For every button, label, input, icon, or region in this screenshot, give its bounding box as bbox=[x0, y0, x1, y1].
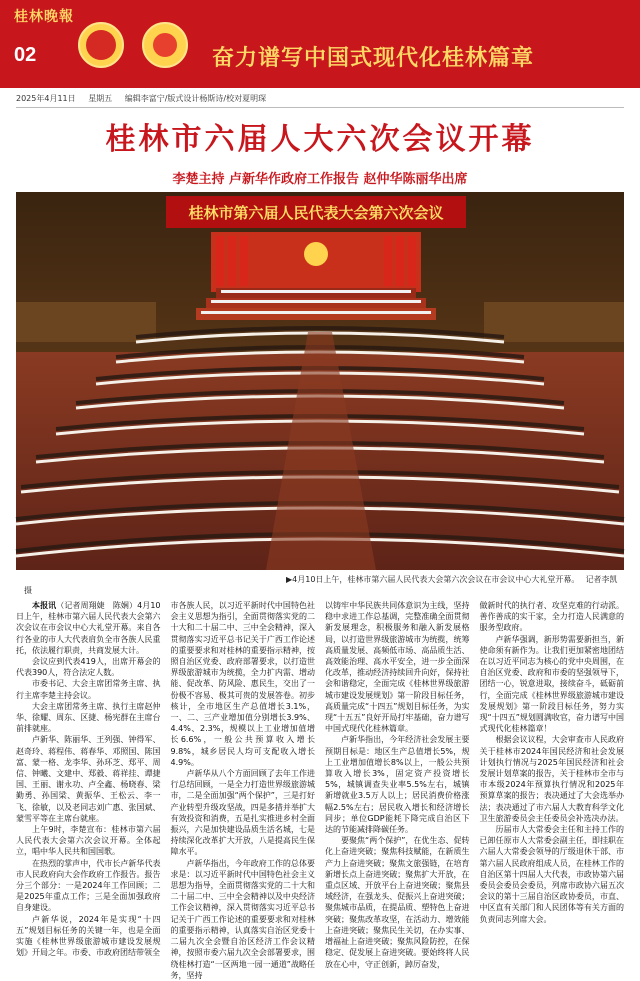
conference-hall-photo bbox=[16, 192, 624, 570]
caption-text: 4月10日上午，桂林市第六届人民代表大会第六次会议在市会议中心大礼堂开幕。 bbox=[292, 575, 580, 584]
lead-tag: 本报讯 bbox=[32, 601, 57, 610]
article-paragraph: 历届市人大常委会主任和主持工作的已卸任原市人大常委会副主任，即挂职在六届人大常委会领导的厅级退休干部、市第六届人民政府组成人员，在桂林工作的自治区第十四届人大代表，市政协第六届委员会委员会委员，列席市政协六届五次会议的第十三届自治区政协委员，市直、中区直有关部门和人民团体等有关方面的负责同志列席大会。 bbox=[479, 825, 624, 924]
article-paragraph: 卢新华、陈丽华、王列强、钟得军、赵奇玲、蒋程伟、蒋春华、邓照国、陈国富、蒙一格、龙李华、孙环芝、郑平、周信、钟曦、文建中、郑毅、蒋祥挂、谭捷国、王丽、谢永功、卢全鑫、杨晓春、梁勤勇、孙国梁、黄振华、王松云、李一飞、徐敏，以及老同志刘广惠、张国斌、蒙雪平等在主席台就座。 bbox=[16, 735, 161, 823]
masthead-slogan: 奋力谱写中国式现代化桂林篇章 bbox=[212, 46, 535, 71]
caption-marker-icon: ▶ bbox=[286, 575, 293, 584]
article-column bbox=[325, 600, 470, 969]
article-paragraph: 市各族人民，以习近平新时代中国特色社会主义思想为指引，全面贯彻落实党的二十大和二十届二中、三中全会精神，深入贯彻落实习近平总书记关于广西工作论述的重要要求和对桂林的重要指示精神，按照自治区党委、政府部署要求，以打造世界级旅游城市为统揽，全力扩内需、增动能、促改革、防风险、惠民生，交出了一份极不容易、极其可贵的发展答卷。初步核计，全市地区生产总值增长3.1%，一、二、三产业增加值分别增长3.9%、4.4%、2.3%，规模以上工业增加值增长6.6%，一般公共预算收入增长9.8%，城乡居民人均可支配收入增长4.9%。 bbox=[170, 601, 315, 767]
caption-reporter: 记者李凯 bbox=[585, 575, 618, 584]
stage-emblem-icon bbox=[304, 242, 328, 266]
article-column bbox=[480, 600, 625, 922]
article-paragraph: 卢新华说，2024年是实现“十四五”规划目标任务的关键一年，也是全面实施《桂林世界级旅游城市建设发展规划》开局之年。市委、市政府团结带领全 bbox=[16, 914, 161, 958]
photo-caption bbox=[16, 574, 624, 595]
article-column bbox=[170, 600, 316, 980]
article-paragraph: 卢新华从八个方面回顾了去年工作进行总结回顾，一是全力打造世界级旅游城市，二是全面加强“两个保护”，三是打好产业转型升级攻坚战，四是多措并举扩大有效投资和消费，五是扎实推进乡村全面振兴，六是加快建设品质生活名城，七是持续深化改革扩大开放，八是提高民生保障水平。 bbox=[170, 769, 315, 857]
article-paragraph: 市委书记、大会主席团常务主席、执行主席李楚主持会议。 bbox=[16, 679, 161, 700]
issue-date: 2025年4月11日 bbox=[16, 94, 76, 103]
article-paragraph: 卢新华指出，今年政府工作的总体要求是：以习近平新时代中国特色社会主义思想为指导，全面贯彻落实党的二十大和二十届二中、三中全会精神以及中央经济工作会议精神，深入贯彻落实习近平总书记关于广西工作论述的重要要求和对桂林的重要指示精神，认真落实自治区党委十二届九次全会暨自治区经济工作会议精神，按照市委六届九次全会部署要求，围绕桂林打造“一区两地一园一通道”战略任务，坚持 bbox=[170, 858, 315, 980]
issue-weekday: 星期五 bbox=[88, 94, 113, 103]
article-paragraph: 卢新华指出，今年经济社会发展主要预期目标是：地区生产总值增长5%，规上工业增加值增长8%以上，一般公共预算收入增长3%，固定资产投资增长5%，城镇调查失业率5.5%左右，城镇新增就业3.5万人以上；居民消费价格涨幅2.5%左右；居民收入增长和经济增长同步；单位GDP能耗下降完成自治区下达的节能减排降碳任务。 bbox=[325, 735, 470, 835]
editor-credits: 编辑李富宁/版式设计杨斯诗/校对夏明琛 bbox=[124, 94, 267, 103]
dateline bbox=[16, 93, 624, 108]
article-body bbox=[16, 600, 624, 980]
newspaper-logo: 桂林晚報 bbox=[14, 9, 74, 25]
article-column bbox=[16, 600, 161, 958]
hall-banner: 桂林市第六届人民代表大会第六次会议 bbox=[188, 204, 444, 222]
article-paragraph: 大会主席团常务主席、执行主席赵仲华、徐耀、周东、区捷、杨宪群在主席台前排就座。 bbox=[16, 701, 161, 734]
subheadline: 李楚主持 卢新华作政府工作报告 赵仲华陈丽华出席 bbox=[172, 172, 468, 187]
article-paragraph: 根据会议议程，大会审查市人民政府关于桂林市2024年国民经济和社会发展计划执行情况与2025年国民经济和社会发展计划草案的报告，关于桂林市全市与市本级2024年预算执行情况和2025年预算草案的报告；表决通过了大会选举办法；表决通过了市六届人大教育科学文化卫生旅游委员会主任委员会补选决办法。 bbox=[479, 735, 624, 823]
article-paragraph: 上午9时，李楚宣布：桂林市第六届人民代表大会第六次会议开幕。全体起立，唱中华人民共和国国歌。 bbox=[16, 825, 161, 857]
headline: 桂林市六届人大六次会议开幕 bbox=[105, 122, 535, 157]
hall-illustration bbox=[16, 192, 624, 570]
caption-credit: 摄 bbox=[24, 586, 32, 595]
article-paragraph: 做新时代的执行者、攻坚克难的行动派。善作善成的实干家，全力打造人民满意的服务型政府。 bbox=[479, 601, 624, 633]
article-paragraph: 会议应到代表419人，出席开幕会的代表390人，符合法定人数。 bbox=[16, 657, 161, 678]
masthead bbox=[0, 0, 640, 88]
national-emblem-icon bbox=[78, 22, 124, 68]
lead-source: （记者周翔婕 陈娴） bbox=[56, 601, 138, 610]
npc-emblem-icon bbox=[142, 22, 188, 68]
article-paragraph: 在热烈的掌声中，代市长卢新华代表市人民政府向大会作政府工作报告。报告分三个部分：一是2024年工作回顾；二是2025年重点工作；三是全面加强政府自身建设。 bbox=[16, 858, 161, 913]
article-paragraph: 卢新华强调，新形势需要新担当，新使命须有新作为。让我们更加紧密地团结在以习近平同志为核心的党中央周围，在自治区党委、政府和市委的坚强领导下，团结一心，锐意进取，接续奋斗，砥砺前行，全面完成《桂林世界级旅游城市建设发展规划》第一阶段目标任务，努力实现“十四五”规划圆满收官，奋力谱写中国式现代化桂林篇章！ bbox=[479, 634, 624, 734]
page-number: 02 bbox=[14, 44, 37, 66]
article-paragraph: 以铸牢中华民族共同体意识为主线，坚持稳中求进工作总基调，完整准确全面贯彻新发展理念，积极服务和融入新发展格局，以打造世界级旅游城市为统揽，统筹高质量发展、高频低市场、高品质生活、高效能治理、高水平安全，进一步全面深化改革，推动经济持续回升向好，保持社会和谐稳定，全面完成《桂林世界级旅游城市建设发展规划》第一阶段目标任务，高质量完成“十四五”规划目标任务，为实现“十五五”良好开局打牢基础，奋力谱写中国式现代化桂林篇章。 bbox=[325, 601, 470, 734]
article-paragraph: 要聚焦“两个保护”，在优生态、促转化上奋进突破；聚焦科技赋能，在新质生产力上奋进突破；聚焦文旅强链，在培育新增长点上奋进突破；聚焦扩大开放，在重点区域、开放平台上奋进突破；聚焦县域经济，在强龙头、促振兴上奋进突破；聚焦城市品质，在提品质、塑特色上奋进突破；聚焦改革攻坚，在活动力、增效能上奋进突破；聚焦民生关切，在办实事、增福祉上奋进突破；聚焦风险防控，在保稳定、促发展上奋进突破。要始终将人民放在心中，守正创新，踔厉奋发， bbox=[325, 836, 470, 969]
article-paragraph: 4月10日上午，桂林市第六届人民代表大会第六次会议在市会议中心大礼堂开幕。来自各行各业的市人大代表肩负全市各族人民重托，依法履行职责，共商发展大计。 bbox=[16, 601, 161, 655]
